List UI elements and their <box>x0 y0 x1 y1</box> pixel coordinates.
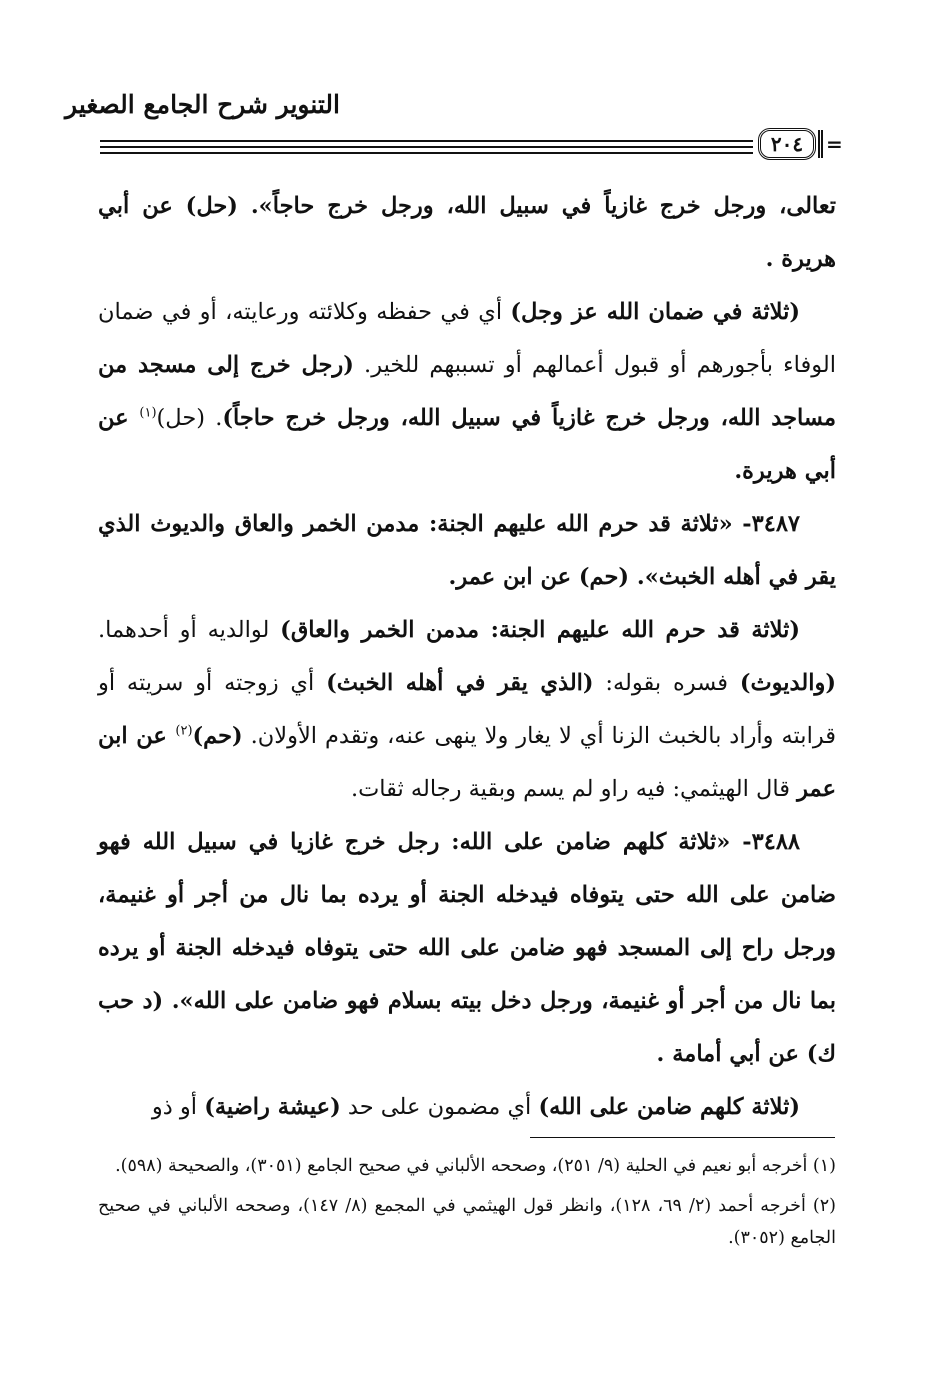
text-run: (رجل خرج إلى مسجد من مساجد الله، ورجل خرج غازياً في سبيل الله، ورجل خرج حاجاً) <box>98 352 837 431</box>
text-run: أي زوجته أو سريته أو قرابته وأراد بالخبث الزنا أي لا يغار ولا ينهى عنه، وتقدم الأولان. <box>98 670 836 749</box>
text-run: لوالديه أو أحدهما. <box>98 617 281 643</box>
text-run: عن ابن عمر <box>98 723 836 802</box>
text-run: ٣٤٨٨- «ثلاثة كلهم ضامن على الله: رجل خرج غازيا في سبيل الله فهو ضامن على الله حتى يتوفاه فيدخله الجنة أو يرده بما نال من أجر أو غنيمة، ورجل راح إلى المسجد فهو ضامن على الله حتى يتوفاه فيدخله الجنة أو يرده بما نال من أجر أو غنيمة، ورجل دخل بيته بسلام فهو ضامن على الله». (د حب ك) عن أبي أمامة . <box>98 829 836 1067</box>
text-run: (حم) <box>192 723 243 749</box>
text-run: عن أبي هريرة. <box>98 405 836 484</box>
paragraph <box>98 286 836 498</box>
text-run: (عيشة راضية) <box>204 1094 341 1120</box>
header-rule <box>100 146 753 148</box>
paragraph <box>98 498 836 604</box>
paragraph <box>98 604 836 816</box>
text-run: (ثلاثة قد حرم الله عليهم الجنة: مدمن الخمر والعاق) <box>280 617 800 643</box>
text-run: (الذي يقر في أهله الخبث) <box>326 670 594 696</box>
text-run: ٣٤٨٧- «ثلاثة قد حرم الله عليهم الجنة: مدمن الخمر والعاق والديوث الذي يقر في أهله الخبث». (حم) عن ابن عمر. <box>98 511 836 590</box>
page-title: التنوير شرح الجامع الصغير <box>65 90 340 119</box>
paragraph <box>98 180 836 286</box>
footnote-ref: (١) <box>139 405 157 421</box>
text-run: تعالى، ورجل خرج غازياً في سبيل الله، ورجل خرج حاجاً». (حل) عن أبي هريرة . <box>98 193 836 272</box>
text-run: أي في حفظه وكلائته ورعايته، أو في ضمان الوفاء بأجورهم أو قبول أعمالهم أو تسببهم للخير. <box>98 299 836 378</box>
paragraph <box>98 1081 836 1134</box>
footnote-1: (١) أخرجه أبو نعيم في الحلية (٩/ ٢٥١)، وصححه الألباني في صحيح الجامع (٣٠٥١)، والصحيحة (٥٩٨). <box>115 1156 836 1176</box>
page-number: ٢٠٤ <box>758 128 816 160</box>
text-run: (ثلاثة في ضمان الله عز وجل) <box>510 299 800 325</box>
footnotes <box>98 1150 836 1262</box>
paragraph <box>98 816 836 1081</box>
text-run: أو ذو <box>151 1094 205 1120</box>
footnote-ref: (٢) <box>175 723 193 739</box>
header-rule <box>100 152 753 154</box>
header-equals-mark: = <box>826 132 843 156</box>
text-run: فسره بقوله: <box>593 670 740 696</box>
text-run: أي مضمون على حد <box>340 1094 539 1120</box>
text-run: (والديوث) <box>739 670 836 696</box>
footnote-2: (٢) أخرجه أحمد (٢/ ٦٩، ١٢٨)، وانظر قول الهيثمي في المجمع (٨/ ١٤٧)، وصححه الألباني في صحيح الجامع (٣٠٥٢). <box>98 1196 836 1248</box>
header-bar-mark <box>818 130 823 158</box>
text-run: قال الهيثمي: فيه راو لم يسم وبقية رجاله ثقات. <box>350 776 798 802</box>
main-text <box>98 180 836 1134</box>
text-run: . (حل) <box>156 405 223 431</box>
text-run: (ثلاثة كلهم ضامن على الله) <box>538 1094 800 1120</box>
header-rule <box>100 140 753 142</box>
footnote-separator <box>530 1137 835 1138</box>
